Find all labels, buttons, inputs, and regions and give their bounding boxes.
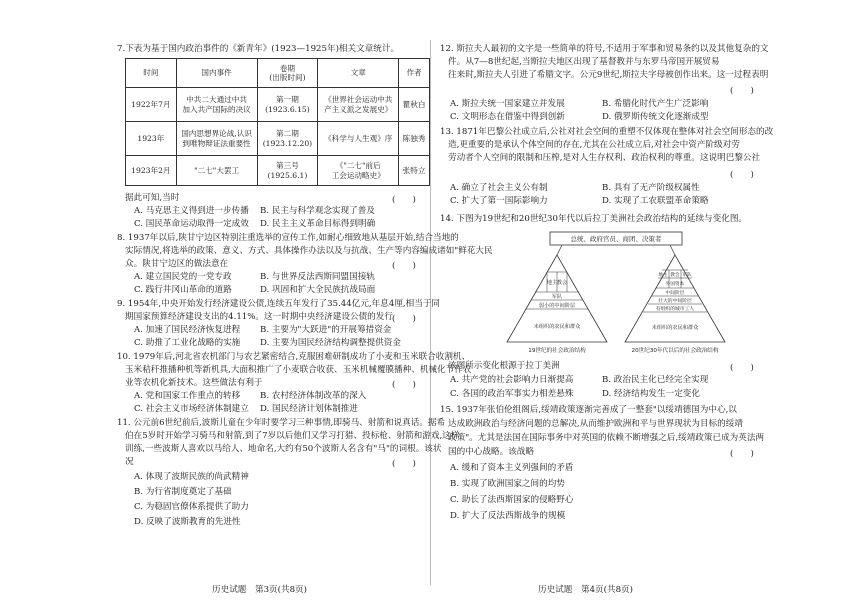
q11-line: 伯在5岁时开始学习骑马和射箭,到了7岁以后他们又学习打猎、投标枪、射箭和游戏,这样 [125, 431, 460, 441]
option-a: A. 党和国家工作重点的转移 [134, 391, 241, 401]
table-cell: 第二期 (1923.12.20) [257, 122, 318, 156]
option-d: D. 俄罗斯传统文化逐渐成型 [602, 112, 709, 122]
q12-line: 件。从7—8世纪起,当斯拉夫地区出现了基督教并与东罗马帝国开展贸易 [448, 57, 720, 67]
option-d: D. 实现了工农联盟革命策略 [602, 196, 709, 206]
page-4 [430, 0, 860, 608]
table-header: 国内事件 [176, 59, 257, 88]
answer-paren: ( ) [392, 195, 416, 205]
option-b: B. 与世界反法西斯同盟国接轨 [260, 272, 375, 282]
option-a: A. 共产党的社会影响力日渐提高 [450, 375, 574, 385]
tier-label: 有组织的城市工人 [655, 307, 695, 312]
table-row [126, 156, 430, 186]
q10-line: 10. 1979年后,河北省农机部门与农艺紧密结合,克服困难研制成功了小麦和玉米联合收割机、 [117, 352, 471, 362]
table-cell: 张特立 [399, 156, 430, 186]
q13-line: 劳动者个人空间的限制和压榨,是对人生存权利、政治权利的尊重。这说明巴黎公社 [448, 153, 761, 163]
tier-label: 教会 [556, 280, 568, 286]
table-cell: "二七"大罢工 [176, 156, 257, 186]
q13-line: 13. 1871年巴黎公社成立后,公社对社会空间的重塑不仅体现在整体对社会空间形态的改 [440, 127, 774, 137]
table-row [126, 88, 430, 122]
option-a: A. 体现了波斯民族的尚武精神 [134, 472, 249, 482]
q12-line: 12. 斯拉夫人最初的文字是一些简单的符号,不适用于军事和贸易条约以及其他复杂的文 [440, 44, 769, 54]
option-d: D. 扩大了反法西斯战争的规模 [450, 511, 566, 521]
q11-line: 况 [125, 457, 134, 467]
page-footer: 历史试题 第3页(共8页) [212, 585, 307, 595]
tier-label: 未组织的农民和群众 [533, 324, 581, 330]
q8-line: 实际情况,将选举的政策、意义、方式、具体操作办法以及与抗战、生产等内容编成诸如"鲜花大民 [125, 246, 493, 256]
table-cell: 第三号 (1925.6.1) [257, 156, 318, 186]
answer-paren: ( ) [392, 314, 416, 324]
diagram-caption-left: 19世纪的社会政治结构 [528, 348, 586, 354]
tier-label: 军队 [551, 294, 563, 300]
q9-line: 9. 1954年,中央开始发行经济建设公债,连续五年发行了35.44亿元,年息4厘,相当于同 [117, 299, 441, 309]
q8-line: 众。陕甘宁边区的做法意在 [125, 259, 229, 269]
q11-line: 训练,一些波斯人喜欢以马给人、地命名,大约有50个波斯人名含有"马"的词根。该状 [125, 444, 442, 454]
tier-label: 外国资本 [665, 282, 685, 287]
table-cell: 瞿秋白 [399, 88, 430, 122]
table-cell: 1923年 [126, 122, 177, 156]
q11-line: 11. 公元前6世纪前后,波斯儿童在少年时要学习三种事情,即骑马、射箭和说真话。据希 [117, 418, 446, 428]
tier-label: 中间阶层 [665, 291, 685, 296]
tier-label: 教会 [670, 273, 680, 278]
table-header: 文章 [318, 59, 399, 88]
answer-paren: ( ) [392, 261, 416, 271]
q14-stem: 14. 下图为19世纪和20世纪30年代以后拉丁美洲社会政治结构的延续与变化图。 [440, 214, 748, 224]
option-d: D. 民主主义革命目标得到明确 [260, 219, 376, 229]
q10-line: 业等农机化新技术。这些做法有利于 [125, 378, 263, 388]
table-cell: 国内思想界论战,认识 到唯物辩证法重要性 [176, 122, 257, 156]
q15-line: 达成欧洲政治与经济问题的总解决,从而维护欧洲和平与世界现状为目标的绥靖 [448, 419, 743, 429]
option-a: A. 确立了社会主义公有制 [450, 183, 548, 193]
option-d: D. 反映了波斯教育的先进性 [134, 517, 241, 527]
option-c: C. 为稳固官僚体系提供了助力 [134, 502, 249, 512]
answer-paren: ( ) [730, 170, 754, 180]
option-b: B. 为行省制度奠定了基础 [134, 487, 232, 497]
q15-line: 政策"。尤其是法国在国际事务中对英国的依赖不断增强之后,绥靖政策已成为英法两 [448, 433, 765, 443]
tier-label: 地主 [658, 273, 668, 278]
tier-label: 地主 [546, 280, 558, 286]
table-header-row [126, 59, 430, 88]
option-a: A. 斯拉夫统一国家建立并发展 [450, 99, 565, 109]
q13-line: 造,更重要的是承认个体空间的存在,尤其在公社成立后,对社会中资产阶级对劳 [448, 140, 740, 150]
tier-label: 壮大的中间阶层 [658, 299, 692, 304]
q15-line: 15. 1937年张伯伦组阁后,绥靖政策逐渐完善成了一整套"以绥靖德国为中心,以 [440, 405, 737, 415]
option-b: B. 政治民主化已经完全实现 [602, 375, 709, 385]
table-header: 作者 [399, 59, 430, 88]
option-d: D. 经济结构发生一定变化 [602, 389, 700, 399]
option-c: C. 扩大了第一国际影响力 [450, 196, 548, 206]
table-header: 卷期 (出版时间) [257, 59, 318, 88]
answer-paren: ( ) [730, 449, 754, 459]
table-cell: 第一期 (1923.6.15) [257, 88, 318, 122]
option-a: A. 马克思主义得到进一步传播 [134, 206, 249, 216]
table-row [126, 122, 430, 156]
option-c: C. 助长了法西斯国家的侵略野心 [450, 495, 574, 505]
q9-line: 期国家预算经济建设支出的4.11%。这一时期中央经济建设公债的发行 [125, 312, 393, 322]
option-b: B. 民主与科学观念实现了普及 [260, 206, 375, 216]
tier-label: 弱小的中间阶层 [538, 303, 576, 309]
tier-label: 军队 [682, 273, 692, 278]
q7-stem: 7.下表为基于国内政治事件的《新青年》(1923—1925年)相关文章统计。 [117, 44, 400, 54]
q14-diagram [502, 230, 732, 356]
q10-line: 玉米秸秆推播种机等新机具,大面积推广了小麦联合收获、玉米机械覆膜播种、机械化节作农 [125, 365, 472, 375]
option-d: D. 主要为国民经济结构调整提供资金 [260, 338, 401, 348]
diagram-caption-right: 20世纪30年代以后的社会政治结构 [631, 348, 719, 354]
answer-paren: ( ) [730, 86, 754, 96]
q7-table [125, 58, 430, 186]
option-d: D. 巩固和扩大全民族抗战局面 [260, 285, 376, 295]
table-header: 时间 [126, 59, 177, 88]
table-cell: 1923年2月 [126, 156, 177, 186]
option-c: C. 助推了工业化战略的实施 [134, 338, 241, 348]
option-b: B. 主要为"大跃进"的开展筹措资金 [260, 325, 392, 335]
q7-tail: 据此可知,当时 [125, 193, 180, 203]
table-cell: 陈独秀 [399, 122, 430, 156]
diagram-top-label: 总统、政府官员、商团、决策者 [570, 235, 662, 243]
page-footer: 历史试题 第4页(共8页) [538, 585, 633, 595]
option-b: B. 希腊化时代产生广泛影响 [602, 99, 709, 109]
tier-label: 未组织的农民和群众 [651, 325, 699, 331]
q14-tail: 该图所示变化根源于拉丁美洲 [448, 361, 560, 371]
option-d: D. 国民经济计划体制推进 [260, 404, 358, 414]
q15-line: 国的中心战略。该战略 [448, 447, 534, 457]
table-cell: 中共二大通过中共 加入共产国际的决议 [176, 88, 257, 122]
answer-paren: ( ) [730, 363, 754, 373]
table-cell: 《世界社会运动中共 产主义派之发展史》 [318, 88, 399, 122]
option-a: A. 加速了国民经济恢复进程 [134, 325, 241, 335]
option-c: C. 社会主义市场经济体制建立 [134, 404, 249, 414]
option-b: B. 实现了欧洲国家之间的均势 [450, 479, 565, 489]
table-cell: 《科学与人生观》序 [318, 122, 399, 156]
table-cell: 1922年7月 [126, 88, 177, 122]
option-c: C. 践行井冈山革命的道路 [134, 285, 232, 295]
option-a: A. 缓和了资本主义列强间的矛盾 [450, 463, 574, 473]
q8-line: 8. 1937年以后,陕甘宁边区特别注重选举的宣传工作,如耐心细致地从基层开始,结合当地的 [117, 233, 459, 243]
option-c: C. 各国的政治军事实力相差悬殊 [450, 389, 574, 399]
answer-paren: ( ) [392, 380, 416, 390]
table-cell: 《"二七"前后 工会运动略史》 [318, 156, 399, 186]
option-b: B. 具有了无产阶级权属性 [602, 183, 700, 193]
option-b: B. 农村经济体制改革的深入 [260, 391, 367, 401]
option-c: C. 国民革命运动取得一定成效 [134, 219, 249, 229]
option-c: C. 文明形态在借鉴中得到创新 [450, 112, 565, 122]
q12-line: 往来时,斯拉夫人引进了希腊文字。公元9世纪,斯拉夫字母被创作出来。这一过程表明 [448, 70, 769, 80]
answer-paren: ( ) [392, 459, 416, 469]
option-a: A. 建立国民党的一党专政 [134, 272, 232, 282]
